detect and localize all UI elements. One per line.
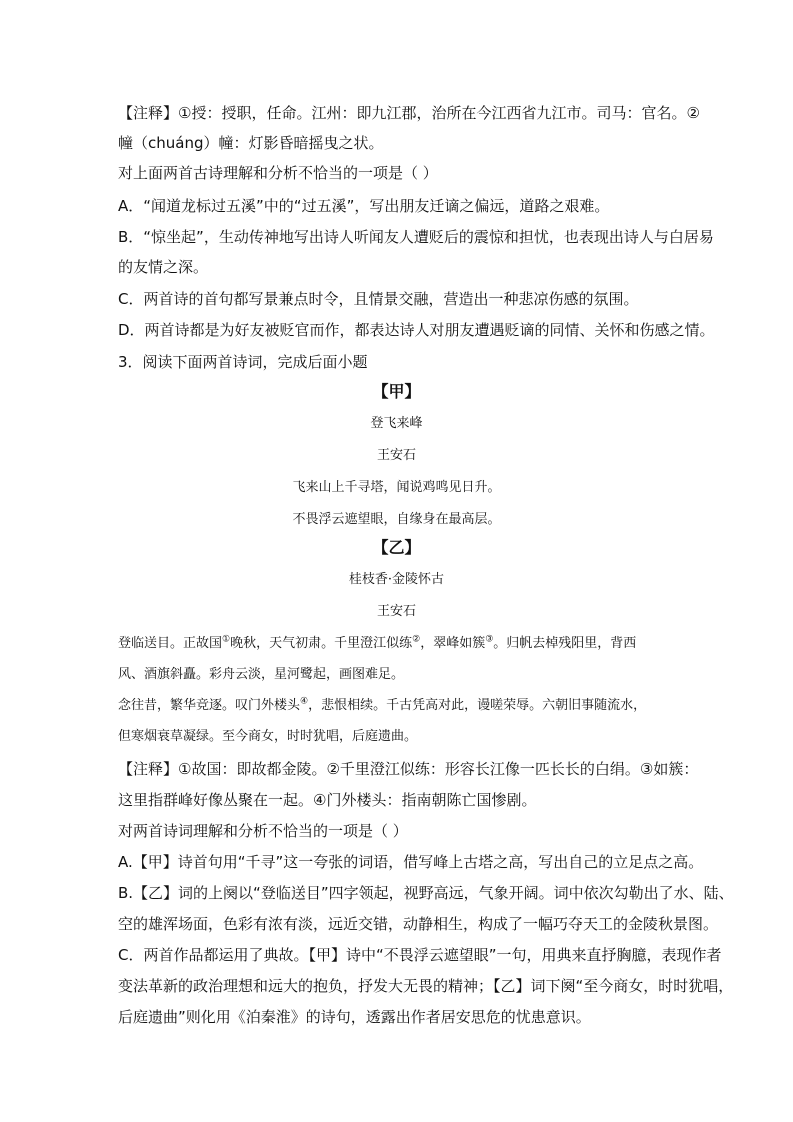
poem-text: 登临送目。正故国	[118, 636, 223, 651]
poem-text: 。归帆去棹残阳里，背西	[493, 636, 637, 651]
poem-yi-title: 桂枝香·金陵怀古	[348, 572, 445, 587]
poem-jia-line2: 不畏浮云遮望眼，自缘身在最高层。	[292, 512, 501, 527]
note-marker: ①	[222, 634, 231, 645]
q3-intro: 3．阅读下面两首诗词，完成后面小题	[118, 353, 368, 371]
poem-text: 晚秋，天气初肃。千里澄江似练	[230, 636, 413, 651]
poem-yi-para1-line2: 风、酒旗斜矗。彩舟云淡，星河鹭起，画图难足。	[118, 667, 405, 682]
q2-note-line2: 幢（chuáng）幢：灯影昏暗摇曳之状。	[118, 134, 384, 152]
poem-yi-para2-line1	[118, 696, 678, 716]
poem-jia-line1: 飞来山上千寻塔，闻说鸡鸣见日升。	[292, 480, 501, 495]
q2-note-line1: 【注释】①授：授职，任命。江州：即九江郡，治所在今江西省九江市。司马：官名。②	[118, 104, 700, 122]
note-marker: ③	[485, 634, 494, 645]
q2-option-d: D．两首诗都是为好友被贬官而作，都表达诗人对朋友遭遇贬谪的同情、关怀和伤感之情。	[118, 321, 715, 339]
poem-yi-author: 王安石	[376, 604, 416, 619]
poem-jia-author: 王安石	[376, 448, 416, 463]
q2-question-stem: 对上面两首古诗理解和分析不恰当的一项是（ ）	[118, 164, 438, 182]
note-marker: ②	[412, 634, 421, 645]
poem-yi-para2-line2: 但寒烟衰草凝绿。至今商女，时时犹唱，后庭遗曲。	[118, 729, 418, 744]
poem-yi-label: 【乙】	[372, 538, 421, 557]
q3-option-b-line2: 空的雄浑场面，色彩有浓有淡，远近交错，动静相生，构成了一幅巧夺天工的金陵秋景图。	[118, 915, 719, 933]
q3-option-c-line2: 变法革新的政治理想和远大的抱负，抒发大无畏的精神；【乙】词下阕“至今商女，时时犹唱，	[118, 977, 734, 995]
q3-note-line1: 【注释】①故国：即故都金陵。②千里澄江似练：形容长江像一匹长长的白绢。③如簇：	[118, 760, 699, 778]
q2-option-c: C．两首诗的首句都写景兼点时令，且情景交融，营造出一种悲凉伤感的氛围。	[118, 290, 639, 308]
q2-option-a: A．“闻道龙标过五溪”中的“过五溪”，写出朋友迁谪之偏远，道路之艰难。	[118, 197, 610, 215]
q3-option-c-line1: C．两首作品都运用了典故。【甲】诗中“不畏浮云遮望眼”一句，用典来直抒胸臆，表现作者	[118, 946, 722, 964]
poem-text: ，悲恨相续。千古凭高对此，谩嗟荣辱。六朝旧事随流水，	[308, 698, 647, 713]
note-marker: ④	[300, 696, 309, 707]
q3-option-b-line1: B.【乙】词的上阕以“登临送目”四字领起，视野高远，气象开阔。词中依次勾勒出了水、陆、	[118, 884, 734, 902]
poem-text: 念往昔，繁华竞逐。叹门外楼头	[118, 698, 301, 713]
q3-option-c-line3: 后庭遗曲”则化用《泊秦淮》的诗句，透露出作者居安思危的忧患意识。	[118, 1008, 591, 1026]
q3-option-a: A.【甲】诗首句用“千寻”这一夸张的词语，借写峰上古塔之高，写出自己的立足点之高。	[118, 853, 704, 871]
q3-note-line2: 这里指群峰好像丛聚在一起。④门外楼头：指南朝陈亡国惨剧。	[118, 791, 537, 809]
q2-option-b-line2: 的友情之深。	[118, 258, 209, 276]
q3-question-stem: 对两首诗词理解和分析不恰当的一项是（ ）	[118, 822, 408, 840]
poem-text: ，翠峰如簇	[420, 636, 486, 651]
poem-jia-label: 【甲】	[372, 382, 421, 401]
q2-option-b-line1: B．“惊坐起”，生动传神地写出诗人听闻友人遭贬后的震惊和担忧，也表现出诗人与白居易	[118, 228, 714, 246]
poem-yi-para1-line1	[118, 634, 678, 654]
poem-jia-title: 登飞来峰	[370, 416, 423, 431]
